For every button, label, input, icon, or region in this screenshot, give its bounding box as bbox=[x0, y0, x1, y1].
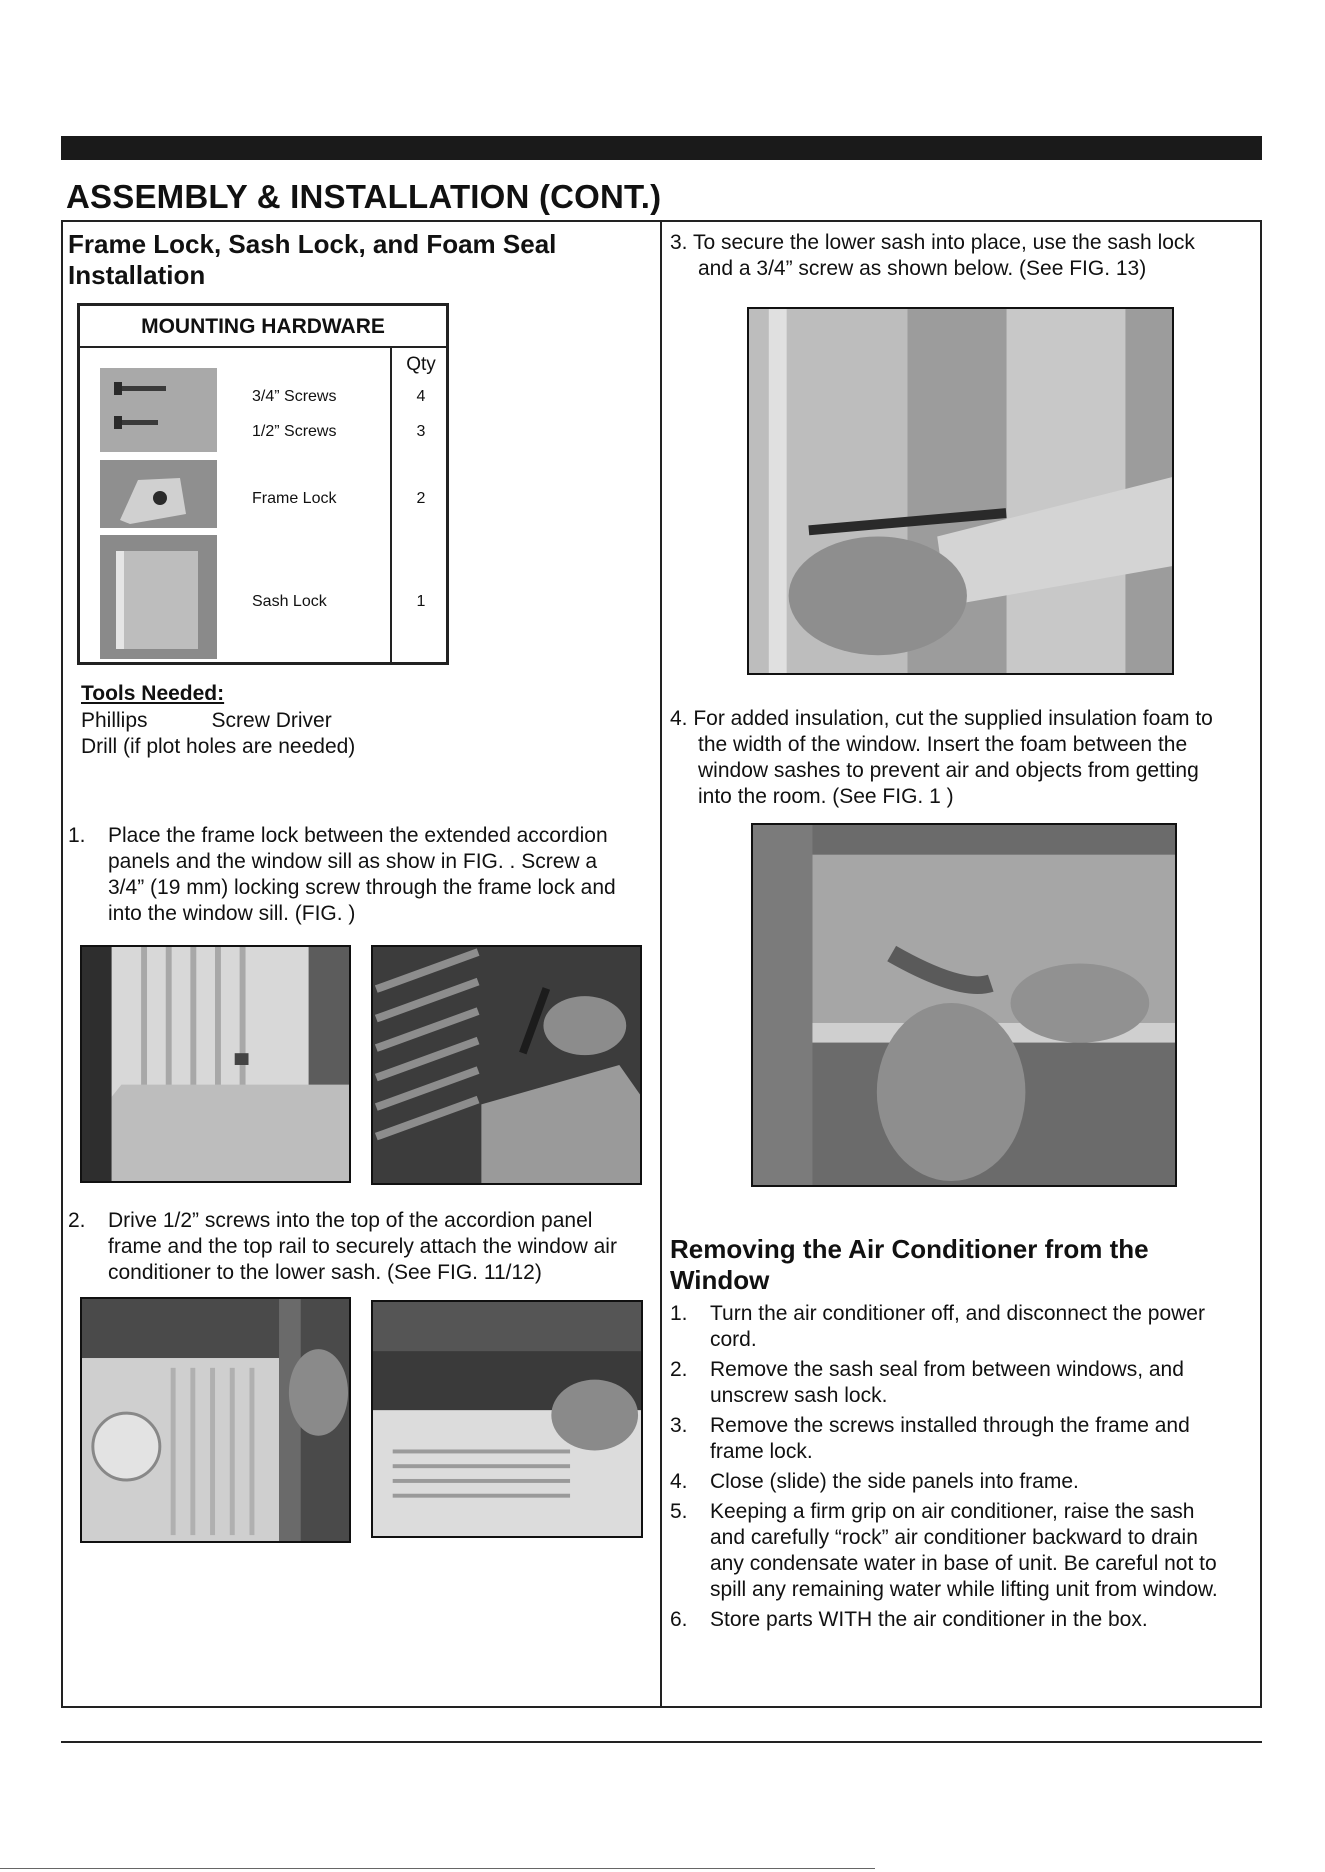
section-heading-line2: Installation bbox=[68, 260, 206, 290]
step-text: 3/4” (19 mm) locking screw through the frame lock and bbox=[108, 876, 616, 899]
removal-step-number: 5. bbox=[670, 1500, 688, 1523]
hardware-table-title: MOUNTING HARDWARE bbox=[80, 306, 446, 348]
step-text: Place the frame lock between the extended accordion bbox=[108, 824, 608, 847]
fig-12-photo bbox=[371, 1300, 643, 1538]
tools-line bbox=[81, 708, 332, 733]
column-divider bbox=[660, 220, 662, 1708]
step-text: 4. For added insulation, cut the supplied insulation foam to bbox=[670, 707, 1213, 730]
section-heading-line1: Frame Lock, Sash Lock, and Foam Seal bbox=[68, 229, 557, 259]
tools-needed-title: Tools Needed: bbox=[81, 682, 225, 705]
removal-step-text: Remove the sash seal from between windows, and bbox=[710, 1358, 1184, 1381]
step-number: 2. bbox=[68, 1209, 86, 1232]
step-text: Drive 1/2” screws into the top of the accordion panel bbox=[108, 1209, 593, 1232]
fig-screw-frame-lock-photo bbox=[371, 945, 642, 1185]
removal-step-text: cord. bbox=[710, 1328, 757, 1351]
tools-phillips: Phillips bbox=[81, 709, 148, 732]
fig-foam-seal-photo bbox=[751, 823, 1177, 1187]
fig-frame-lock-sill-photo bbox=[80, 945, 351, 1183]
tools-screwdriver: Screw Driver bbox=[211, 709, 332, 732]
step-text: into the room. (See FIG. 1 ) bbox=[698, 785, 954, 808]
hardware-item-qty: 1 bbox=[416, 593, 426, 610]
page-bottom-edge bbox=[0, 1868, 875, 1869]
removing-heading-line1: Removing the Air Conditioner from the bbox=[670, 1234, 1149, 1264]
frame-lock-photo bbox=[100, 460, 217, 528]
step-text: conditioner to the lower sash. (See FIG. 11/12) bbox=[108, 1261, 542, 1284]
tools-line: Drill (if plot holes are needed) bbox=[81, 735, 356, 758]
mounting-hardware-table bbox=[77, 303, 449, 665]
hardware-item-name: 3/4” Screws bbox=[252, 388, 337, 405]
step-text: window sashes to prevent air and objects from getting bbox=[698, 759, 1199, 782]
removal-step-text: any condensate water in base of unit. Be careful not to bbox=[710, 1552, 1217, 1575]
step-text: and a 3/4” screw as shown below. (See FIG. 13) bbox=[698, 257, 1147, 280]
removal-step-text: Keeping a firm grip on air conditioner, raise the sash bbox=[710, 1500, 1195, 1523]
removal-step-text: Remove the screws installed through the frame and bbox=[710, 1414, 1190, 1437]
hardware-item-qty: 2 bbox=[416, 490, 426, 507]
hardware-item-name: Frame Lock bbox=[252, 490, 337, 507]
removal-step-number: 4. bbox=[670, 1470, 688, 1493]
section-heading bbox=[68, 229, 556, 291]
fig-11-photo bbox=[80, 1297, 351, 1543]
hardware-table-divider bbox=[390, 348, 392, 662]
hardware-item-qty: 3 bbox=[416, 423, 426, 440]
header-bar bbox=[61, 136, 1262, 160]
screws-photo bbox=[100, 368, 217, 452]
step-text: 3. To secure the lower sash into place, use the sash lock bbox=[670, 231, 1195, 254]
removal-step-text: and carefully “rock” air conditioner backward to drain bbox=[710, 1526, 1198, 1549]
removal-step-number: 6. bbox=[670, 1608, 688, 1631]
removal-step-text: frame lock. bbox=[710, 1440, 813, 1463]
removal-step-text: Turn the air conditioner off, and disconnect the power bbox=[710, 1302, 1205, 1325]
qty-header: Qty bbox=[406, 354, 436, 375]
removal-step-number: 1. bbox=[670, 1302, 688, 1325]
fig-13-photo bbox=[747, 307, 1174, 675]
removal-step-text: spill any remaining water while lifting unit from window. bbox=[710, 1578, 1218, 1601]
hardware-item-name: Sash Lock bbox=[252, 593, 327, 610]
step-text: panels and the window sill as show in FIG. . Screw a bbox=[108, 850, 598, 873]
removal-step-number: 3. bbox=[670, 1414, 688, 1437]
footer-rule bbox=[61, 1741, 1262, 1743]
removal-step-number: 2. bbox=[670, 1358, 688, 1381]
hardware-item-name: 1/2” Screws bbox=[252, 423, 337, 440]
sash-lock-photo bbox=[100, 535, 217, 659]
step-number: 1. bbox=[68, 824, 86, 847]
hardware-item-qty: 4 bbox=[416, 388, 426, 405]
page-title: ASSEMBLY & INSTALLATION (CONT.) bbox=[66, 178, 662, 215]
removing-heading-line2: Window bbox=[670, 1265, 770, 1295]
removal-step-text: Close (slide) the side panels into frame. bbox=[710, 1470, 1079, 1493]
step-text: frame and the top rail to securely attach the window air bbox=[108, 1235, 617, 1258]
step-text: the width of the window. Insert the foam between the bbox=[698, 733, 1188, 756]
removal-step-text: unscrew sash lock. bbox=[710, 1384, 888, 1407]
removal-step-text: Store parts WITH the air conditioner in the box. bbox=[710, 1608, 1148, 1631]
step-text: into the window sill. (FIG. ) bbox=[108, 902, 356, 925]
removing-heading bbox=[670, 1234, 1149, 1296]
